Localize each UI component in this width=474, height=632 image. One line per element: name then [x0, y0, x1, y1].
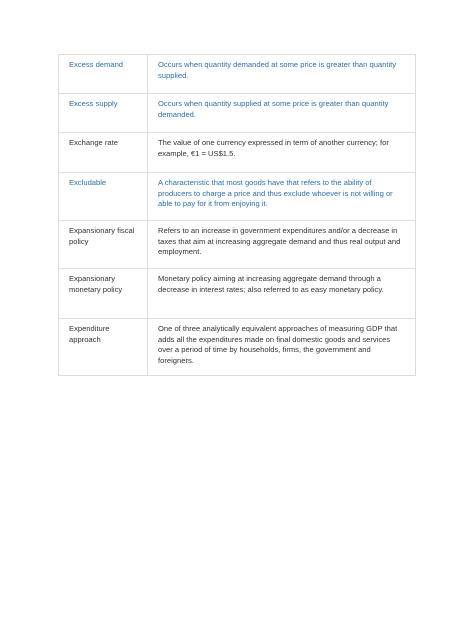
definition-cell: Monetary policy aiming at increasing aggregate demand through a decrease in interest rates; also referred to as easy monetary policy.: [148, 269, 416, 319]
definition-cell: Refers to an increase in government expenditures and/or a decrease in taxes that aim at increasing aggregate demand and thus real output and employment.: [148, 221, 416, 269]
table-row: [59, 319, 416, 376]
table-row: [59, 173, 416, 221]
definition-cell: Occurs when quantity supplied at some price is greater than quantity demanded.: [148, 94, 416, 133]
table-row: [59, 55, 416, 94]
term-cell: Excess demand: [59, 55, 148, 94]
table-row: [59, 221, 416, 269]
definition-cell: The value of one currency expressed in term of another currency; for example, €1 = US$1.5.: [148, 133, 416, 173]
term-cell: Expansionary fiscal policy: [59, 221, 148, 269]
definition-cell: One of three analytically equivalent approaches of measuring GDP that adds all the expenditures made on final domestic goods and services over a period of time by households, firms, the government and foreigners.: [148, 319, 416, 376]
term-cell: Expansionary monetary policy: [59, 269, 148, 319]
term-cell: Excludable: [59, 173, 148, 221]
table-row: [59, 269, 416, 319]
table-row: [59, 94, 416, 133]
definition-cell: A characteristic that most goods have that refers to the ability of producers to charge a price and thus exclude whoever is not willing or able to pay for it from enjoying it.: [148, 173, 416, 221]
term-cell: Excess supply: [59, 94, 148, 133]
term-cell: Expenditure approach: [59, 319, 148, 376]
term-cell: Exchange rate: [59, 133, 148, 173]
glossary-table: [58, 54, 416, 376]
table-row: [59, 133, 416, 173]
definition-cell: Occurs when quantity demanded at some price is greater than quantity supplied.: [148, 55, 416, 94]
